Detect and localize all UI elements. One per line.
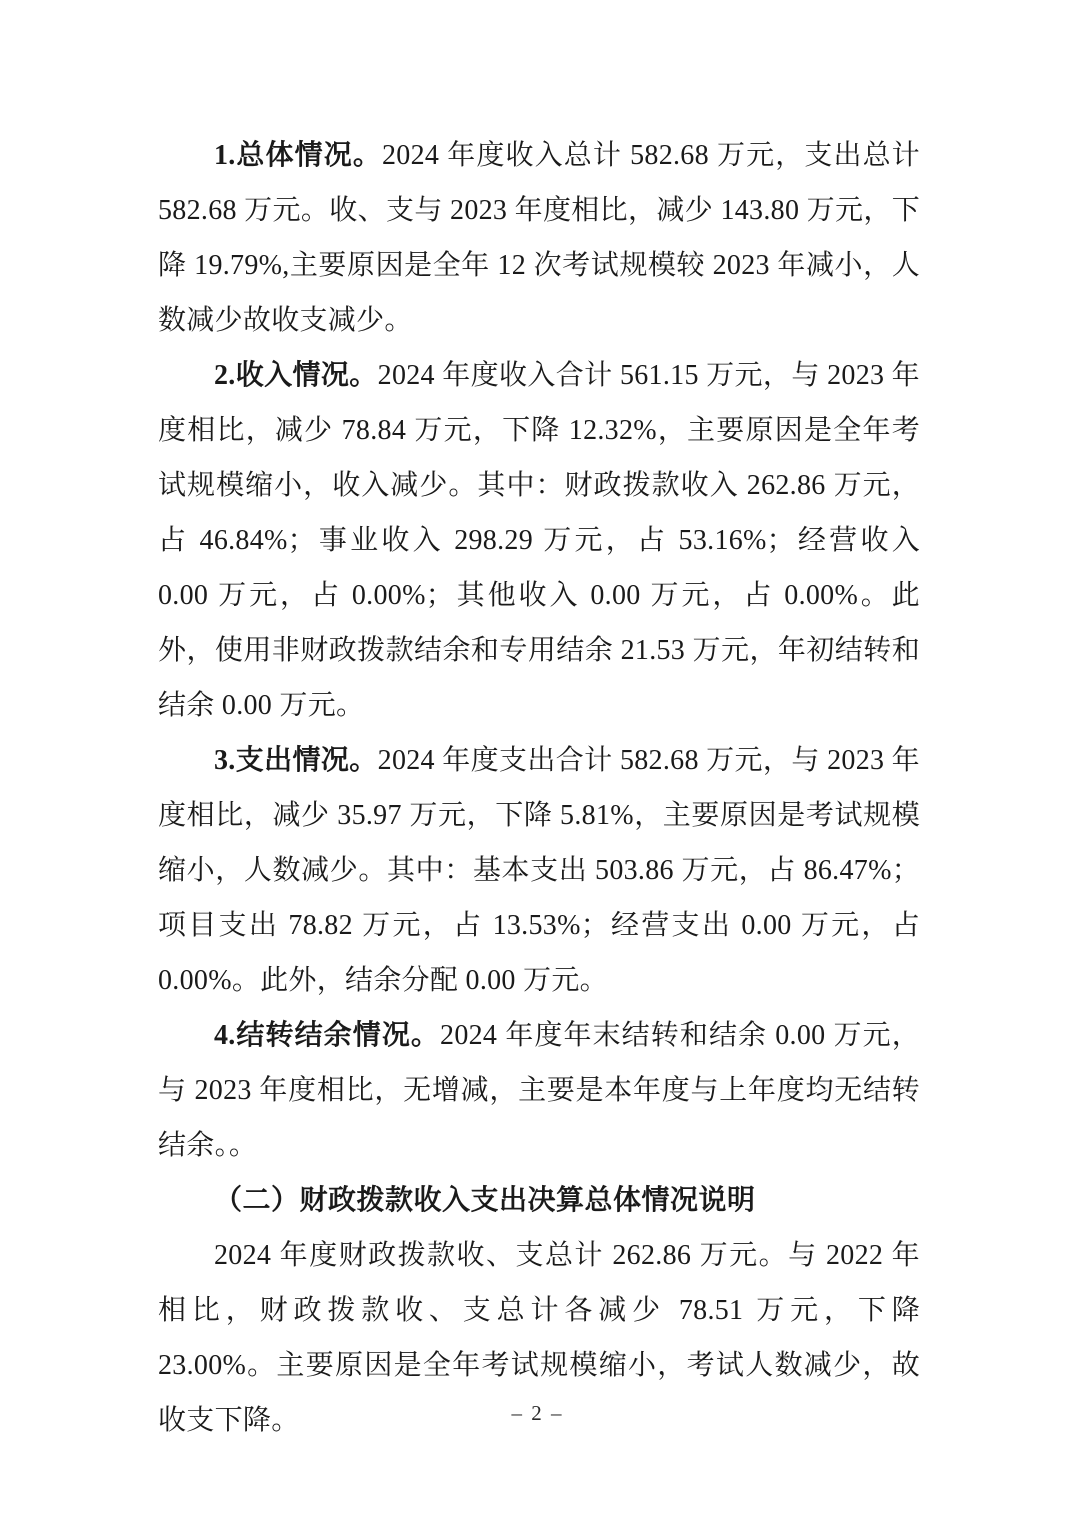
paragraph-expenditure-lead: 3.支出情况。	[214, 745, 378, 776]
paragraph-income-lead: 2.收入情况。	[214, 360, 378, 391]
paragraph-expenditure-situation	[158, 733, 920, 1008]
paragraph-overall-text: 2024 年度收入总计 582.68 万元，支出总计 582.68 万元。收、支与 2023 年度相比，减少 143.80 万元，下降 19.79%,主要原因是全年 12 次考试规模较 2023 年减小，人数减少故收支减少。	[158, 140, 920, 336]
document-body	[158, 128, 920, 1448]
section-heading-fiscal-appropriation: （二）财政拨款收入支出决算总体情况说明	[214, 1185, 756, 1216]
paragraph-carryover-situation	[158, 1008, 920, 1173]
paragraph-expenditure-text: 2024 年度支出合计 582.68 万元，与 2023 年度相比，减少 35.97 万元，下降 5.81%，主要原因是考试规模缩小，人数减少。其中：基本支出 503.86 万元，占 86.47%；项目支出 78.82 万元，占 13.53%；经营支出 0.00 万元，占 0.00%。此外，结余分配 0.00 万元。	[158, 745, 920, 996]
paragraph-income-situation	[158, 348, 920, 733]
paragraph-carryover-text: 2024 年度年末结转和结余 0.00 万元，与 2023 年度相比，无增减，主要是本年度与上年度均无结转结余。。	[158, 1020, 920, 1161]
page-number: – 2 –	[511, 1401, 564, 1425]
paragraph-carryover-lead: 4.结转结余情况。	[214, 1020, 441, 1051]
paragraph-overall-situation	[158, 128, 920, 348]
paragraph-overall-lead: 1.总体情况。	[214, 140, 382, 171]
paragraph-income-text: 2024 年度收入合计 561.15 万元，与 2023 年度相比，减少 78.84 万元，下降 12.32%，主要原因是全年考试规模缩小，收入减少。其中：财政拨款收入 262.86 万元，占 46.84%；事业收入 298.29 万元，占 53.16%；经营收入 0.00 万元，占 0.00%；其他收入 0.00 万元，占 0.00%。此外，使用非财政拨款结余和专用结余 21.53 万元，年初结转和结余 0.00 万元。	[158, 360, 920, 721]
paragraph-fiscal-appropriation-text: 2024 年度财政拨款收、支总计 262.86 万元。与 2022 年相比，财政拨款收、支总计各减少 78.51 万元，下降 23.00%。主要原因是全年考试规模缩小，考试人数减少，故收支下降。	[158, 1240, 920, 1436]
